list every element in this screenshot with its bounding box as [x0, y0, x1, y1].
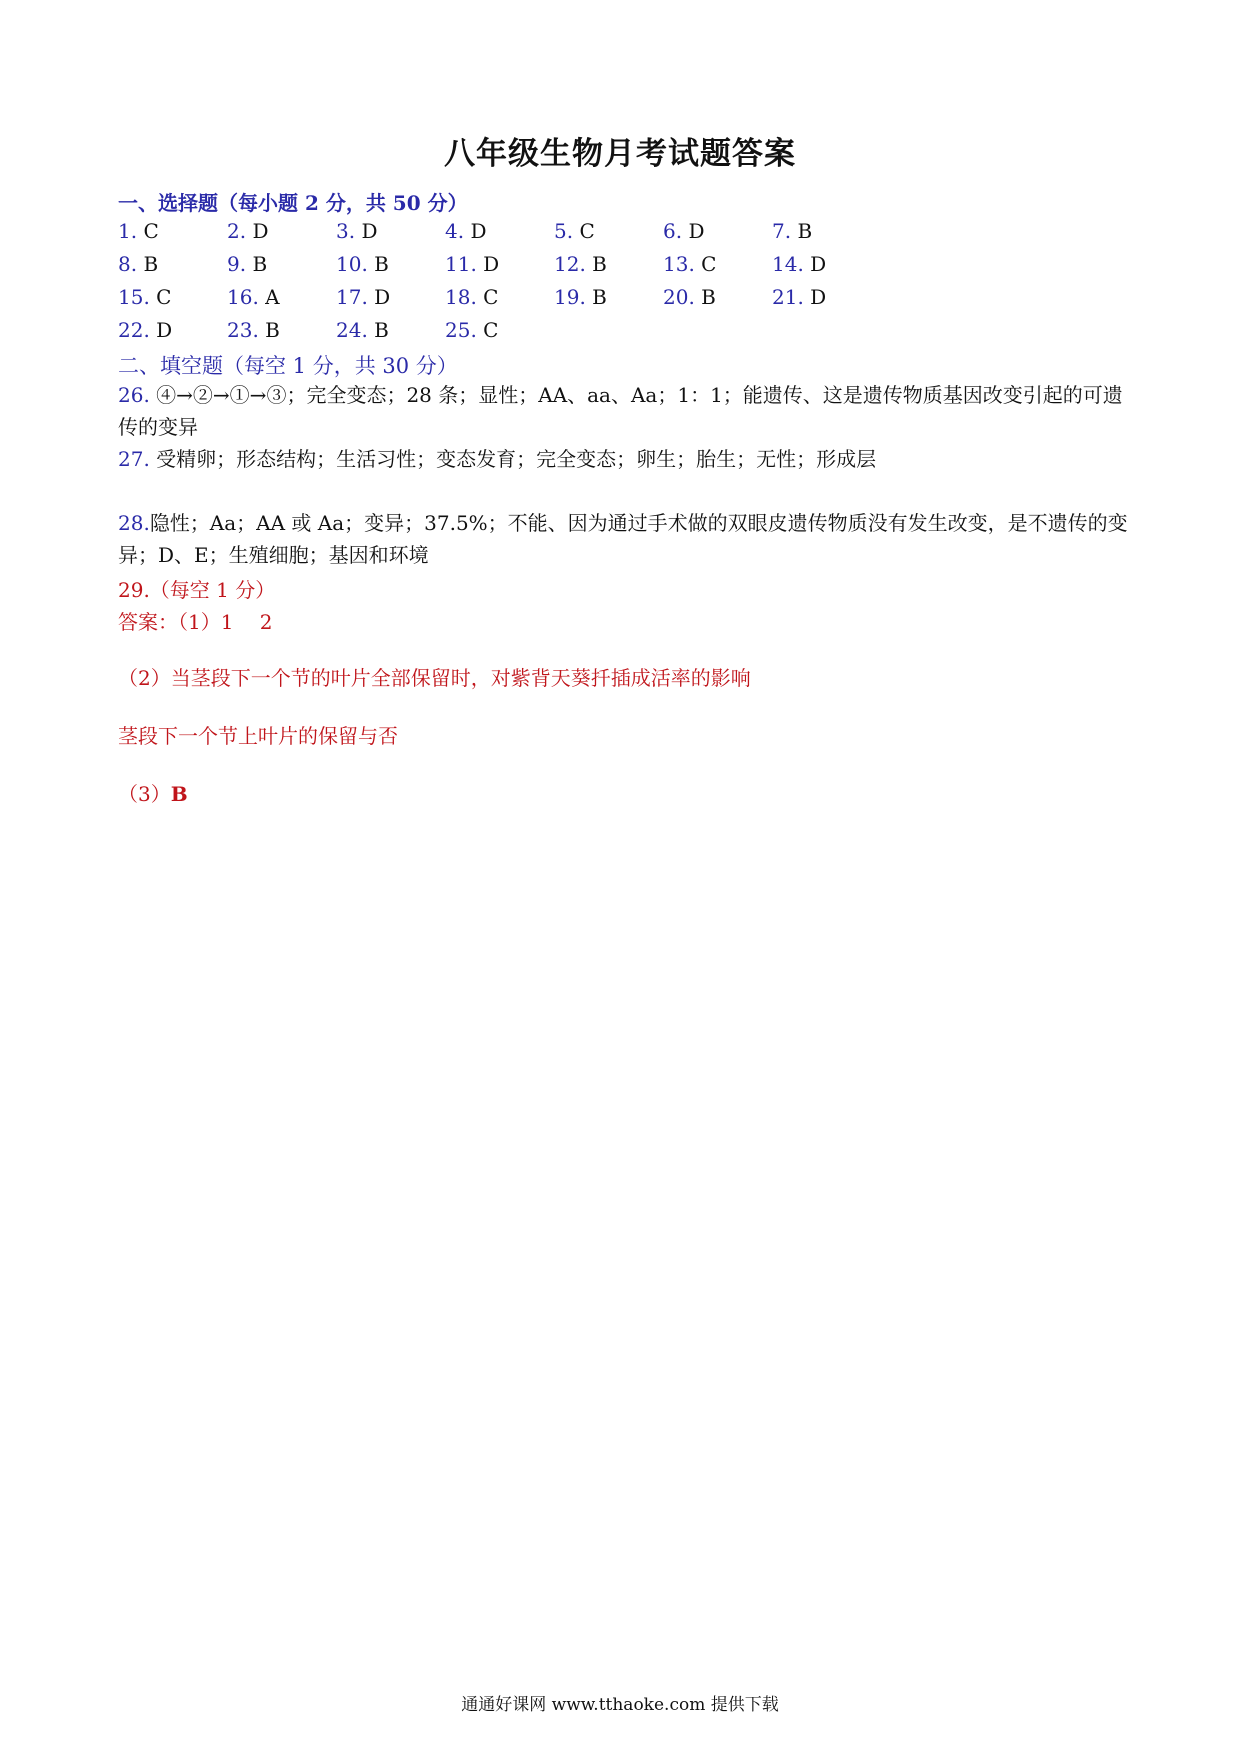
- question-number: 2.: [227, 219, 247, 243]
- answer-cell: [554, 219, 595, 243]
- question-number: 5.: [554, 219, 574, 243]
- answer-cell: [336, 219, 378, 243]
- answer-choice: D: [252, 219, 269, 243]
- answer-cell: [336, 285, 390, 309]
- answer-cell: [663, 285, 716, 309]
- answer-choice: C: [483, 318, 499, 342]
- question-number: 1.: [118, 219, 138, 243]
- question-number: 24.: [336, 318, 368, 342]
- answer-choice: C: [143, 219, 159, 243]
- question-number: 13.: [663, 252, 695, 276]
- question-number: 7.: [772, 219, 792, 243]
- answer-choice: D: [374, 285, 391, 309]
- answer-choice: D: [810, 285, 827, 309]
- question-number: 4.: [445, 219, 465, 243]
- question-number: 16.: [227, 285, 259, 309]
- answer-cell: [118, 252, 158, 276]
- q29-answer-3-prefix: （3）: [118, 782, 171, 806]
- answer-text: 隐性；Aa；AA 或 Aa；变异；37.5%；不能、因为通过手术做的双眼皮遗传物质没有发生改变，是不遗传的变异；D、E；生殖细胞；基因和环境: [118, 511, 1128, 567]
- question-number: 22.: [118, 318, 150, 342]
- answer-choice: A: [265, 285, 280, 309]
- question-number: 19.: [554, 285, 586, 309]
- answer-q27: [118, 443, 1128, 475]
- answer-q28: [118, 507, 1128, 571]
- answer-choice: B: [797, 219, 813, 243]
- question-number: 26.: [118, 383, 150, 407]
- answer-cell: [336, 318, 389, 342]
- question-number: 15.: [118, 285, 150, 309]
- answer-cell: [227, 219, 269, 243]
- q29-answer-3-choice: B: [170, 782, 188, 806]
- q29-answer-2: （2）当茎段下一个节的叶片全部保留时，对紫背天葵扦插成活率的影响: [118, 666, 751, 690]
- answer-cell: [227, 252, 267, 276]
- answer-choice: C: [156, 285, 172, 309]
- question-number: 23.: [227, 318, 259, 342]
- answer-cell: [554, 285, 607, 309]
- answer-choice: D: [483, 252, 500, 276]
- question-number: 20.: [663, 285, 695, 309]
- answer-cell: [445, 219, 487, 243]
- q29-answer-1: 答案：（1）1 2: [118, 610, 273, 634]
- answer-text: ④→②→①→③；完全变态；28 条；显性；AA、aa、Aa；1：1；能遗传、这是遗传物质基因改变引起的可遗传的变异: [118, 383, 1123, 439]
- answer-choice: B: [374, 252, 389, 276]
- answer-cell: [227, 318, 280, 342]
- question-number: 12.: [554, 252, 586, 276]
- question-number: 11.: [445, 252, 477, 276]
- answer-cell: [772, 252, 826, 276]
- answer-choice: D: [810, 252, 827, 276]
- question-number: 18.: [445, 285, 477, 309]
- answer-choice: B: [252, 252, 268, 276]
- question-number: 25.: [445, 318, 477, 342]
- answer-choice: B: [265, 318, 280, 342]
- answer-q26: [118, 379, 1128, 443]
- answer-text: 受精卵；形态结构；生活习性；变态发育；完全变态；卵生；胎生；无性；形成层: [149, 447, 877, 471]
- answer-cell: [118, 219, 159, 243]
- question-number: 14.: [772, 252, 804, 276]
- answer-choice: B: [701, 285, 716, 309]
- answer-choice: B: [374, 318, 389, 342]
- section-1-heading: 一、选择题（每小题 2 分，共 50 分）: [118, 191, 468, 215]
- answer-choice: D: [688, 219, 705, 243]
- answer-cell: [118, 285, 171, 309]
- answer-cell: [663, 219, 705, 243]
- answer-cell: [118, 318, 172, 342]
- answer-cell: [445, 252, 499, 276]
- answer-choice: B: [592, 285, 607, 309]
- answer-choice: C: [701, 252, 717, 276]
- question-number: 21.: [772, 285, 804, 309]
- section-2-heading: 二、填空题（每空 1 分，共 30 分）: [118, 354, 458, 378]
- answer-choice: B: [592, 252, 607, 276]
- question-number: 17.: [336, 285, 368, 309]
- answer-cell: [227, 285, 280, 309]
- q29-heading: 29.（每空 1 分）: [118, 578, 276, 602]
- answer-cell: [445, 318, 498, 342]
- question-number: 28.: [118, 511, 150, 535]
- question-number: 27.: [118, 447, 150, 471]
- page-title: 八年级生物月考试题答案: [444, 136, 796, 172]
- page-footer: 通通好课网 www.tthaoke.com 提供下载: [461, 1695, 779, 1715]
- answer-choice: B: [143, 252, 159, 276]
- q29-answer-2-variable: 茎段下一个节上叶片的保留与否: [118, 724, 398, 748]
- question-number: 9.: [227, 252, 247, 276]
- question-number: 6.: [663, 219, 683, 243]
- answer-choice: C: [579, 219, 595, 243]
- answer-cell: [663, 252, 716, 276]
- answer-choice: D: [361, 219, 378, 243]
- answer-cell: [772, 285, 826, 309]
- answer-choice: D: [470, 219, 487, 243]
- question-number: 3.: [336, 219, 356, 243]
- answer-cell: [336, 252, 389, 276]
- answer-choice: C: [483, 285, 499, 309]
- q29-answer-3: [118, 778, 188, 807]
- answer-cell: [554, 252, 607, 276]
- question-number: 10.: [336, 252, 368, 276]
- answer-choice: D: [156, 318, 173, 342]
- answer-cell: [772, 219, 812, 243]
- question-number: 8.: [118, 252, 138, 276]
- answer-cell: [445, 285, 498, 309]
